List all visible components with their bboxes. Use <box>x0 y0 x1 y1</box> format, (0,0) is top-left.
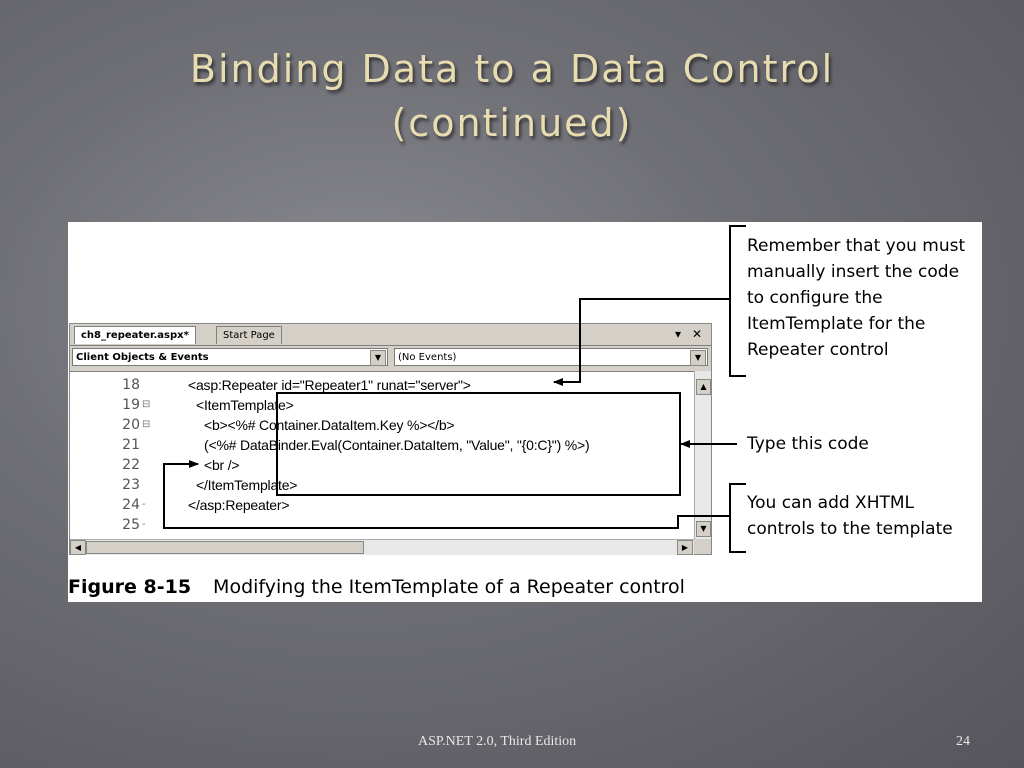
line-number: 22 <box>122 457 140 473</box>
scroll-up-icon[interactable]: ▲ <box>696 379 711 395</box>
gutter-marker: - <box>142 499 146 510</box>
callout-insert-code: Remember that you must manually insert the code to configure the ItemTemplate for the Repeater control <box>747 236 966 360</box>
collapse-icon[interactable]: ⊟ <box>142 399 151 410</box>
line-number: 25 <box>122 517 140 533</box>
line-number: 23 <box>122 477 140 493</box>
slide-title <box>0 42 1024 150</box>
line-number: 24 <box>122 497 140 513</box>
figure-label: Figure 8-15 <box>68 576 192 598</box>
bottom-callout-bracket <box>730 484 746 552</box>
callout-add-xhtml: You can add XHTML controls to the template <box>747 493 953 539</box>
figure-caption-text: Modifying the ItemTemplate of a Repeater control <box>213 576 685 598</box>
scroll-down-icon[interactable]: ▼ <box>696 521 711 537</box>
scroll-left-icon[interactable]: ◀ <box>70 540 86 555</box>
close-icon[interactable]: ✕ <box>692 327 703 341</box>
code-text: (<%# DataBinder.Eval(Container.DataItem, "Value", "{0:C}") %>) <box>204 437 590 453</box>
chevron-down-icon[interactable]: ▼ <box>370 350 386 366</box>
slide-title-line-2: (continued) <box>391 101 633 145</box>
top-callout-bracket <box>730 226 746 376</box>
code-text: </asp:Repeater> <box>188 497 290 513</box>
code-text: <br /> <box>204 457 240 473</box>
events-dropdown-value: (No Events) <box>398 352 457 363</box>
tab-ch8-repeater[interactable]: ch8_repeater.aspx* <box>74 326 196 344</box>
top-callout-arrow <box>554 299 730 382</box>
code-text: <asp:Repeater id="Repeater1" runat="server"> <box>188 377 471 393</box>
footer-text: ASP.NET 2.0, Third Edition <box>418 734 577 749</box>
code-text: <ItemTemplate> <box>196 397 294 413</box>
code-text: </ItemTemplate> <box>196 477 298 493</box>
collapse-icon[interactable]: ⊟ <box>142 419 151 430</box>
line-number: 21 <box>122 437 140 453</box>
chevron-down-icon[interactable]: ▼ <box>690 350 706 366</box>
callout-type-code: Type this code <box>747 434 869 454</box>
line-number: 20 <box>122 417 140 433</box>
figure-panel <box>68 222 982 602</box>
gutter-marker: - <box>142 519 146 530</box>
client-objects-dropdown-value: Client Objects & Events <box>76 352 209 363</box>
tab-start-page[interactable]: Start Page <box>216 326 282 344</box>
line-number: 19 <box>122 397 140 413</box>
scroll-right-icon[interactable]: ▶ <box>677 540 693 555</box>
page-number: 24 <box>956 734 970 749</box>
line-number: 18 <box>122 377 140 393</box>
slide-title-line-1: Binding Data to a Data Control <box>189 47 835 91</box>
window-dropdown-icon[interactable]: ▾ <box>675 327 682 341</box>
code-text: <b><%# Container.DataItem.Key %></b> <box>204 417 455 433</box>
highlight-box <box>277 393 680 495</box>
figure-caption <box>68 574 685 600</box>
